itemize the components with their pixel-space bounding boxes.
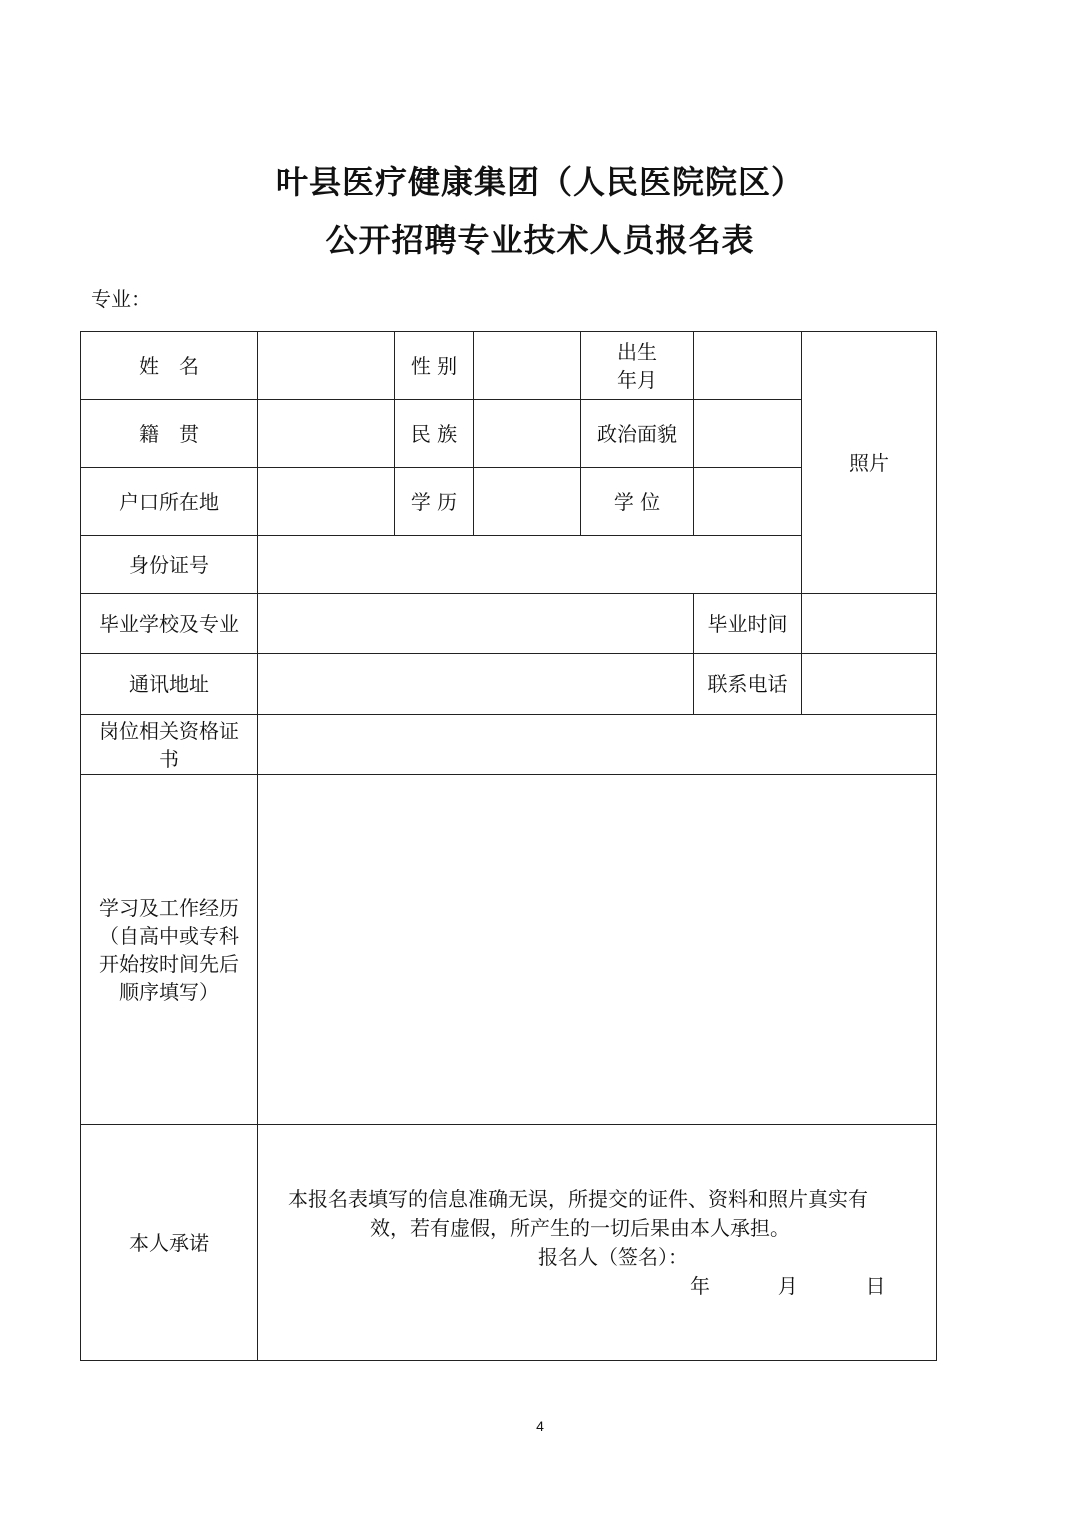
political-status-field[interactable] (694, 400, 802, 468)
history-field[interactable] (258, 775, 937, 1125)
id-number-label: 身份证号 (81, 536, 258, 594)
name-label: 姓 名 (81, 332, 258, 400)
photo-box[interactable]: 照片 (802, 332, 937, 594)
degree-field[interactable] (694, 468, 802, 536)
gender-label: 性 别 (395, 332, 474, 400)
birth-field[interactable] (694, 332, 802, 400)
form-title-line2: 公开招聘专业技术人员报名表 (325, 221, 755, 259)
graduation-time-label: 毕业时间 (694, 594, 802, 654)
history-label-line2: （自高中或专科 (99, 923, 239, 948)
birth-label (581, 332, 694, 400)
birth-label-line1: 出生 (617, 339, 657, 364)
phone-label: 联系电话 (694, 654, 802, 715)
ethnicity-label: 民 族 (395, 400, 474, 468)
household-label: 户口所在地 (81, 468, 258, 536)
signature-label: 报名人（签名）： (538, 1245, 688, 1269)
household-field[interactable] (258, 468, 395, 536)
education-field[interactable] (474, 468, 581, 536)
native-place-label: 籍 贯 (81, 400, 258, 468)
gender-field[interactable] (474, 332, 581, 400)
birth-label-line2: 年月 (617, 367, 657, 392)
table-row (81, 1125, 937, 1361)
phone-field[interactable] (802, 654, 937, 715)
certificate-label-line1: 岗位相关资格证 (99, 718, 239, 743)
form-title-line1: 叶县医疗健康集团（人民医院院区） (275, 163, 804, 201)
table-row (81, 775, 937, 1125)
pledge-text-line2: 效，若有虚假，所产生的一切后果由本人承担。 (370, 1216, 790, 1240)
ethnicity-field[interactable] (474, 400, 581, 468)
history-label (81, 775, 258, 1125)
history-label-line1: 学习及工作经历 (99, 895, 239, 920)
certificate-field[interactable] (258, 715, 937, 775)
address-label: 通讯地址 (81, 654, 258, 715)
pledge-text (288, 1185, 928, 1243)
table-row (81, 332, 937, 400)
table-row (81, 654, 937, 715)
name-field[interactable] (258, 332, 395, 400)
registration-form-table (80, 331, 937, 1361)
date-month-label: 月 (777, 1274, 798, 1298)
date-day-label: 日 (865, 1274, 886, 1298)
table-row (81, 715, 937, 775)
table-row (81, 594, 937, 654)
school-major-label: 毕业学校及专业 (81, 594, 258, 654)
degree-label: 学 位 (581, 468, 694, 536)
date-year-label: 年 (690, 1274, 710, 1298)
date-line (690, 1272, 885, 1300)
history-label-line3: 开始按时间先后 (99, 951, 239, 976)
page-number: 4 (536, 1418, 544, 1434)
pledge-content (258, 1125, 937, 1361)
major-label: 专业： (91, 287, 151, 311)
id-number-field[interactable] (258, 536, 802, 594)
native-place-field[interactable] (258, 400, 395, 468)
political-status-label: 政治面貌 (581, 400, 694, 468)
history-label-line4: 顺序填写） (119, 979, 219, 1004)
school-major-field[interactable] (258, 594, 694, 654)
certificate-label-line2: 书 (159, 746, 179, 771)
education-label: 学 历 (395, 468, 474, 536)
pledge-text-line1: 本报名表填写的信息准确无误，所提交的证件、资料和照片真实有 (288, 1187, 868, 1211)
address-field[interactable] (258, 654, 694, 715)
pledge-label: 本人承诺 (81, 1125, 258, 1361)
graduation-time-field[interactable] (802, 594, 937, 654)
certificate-label (81, 715, 258, 775)
